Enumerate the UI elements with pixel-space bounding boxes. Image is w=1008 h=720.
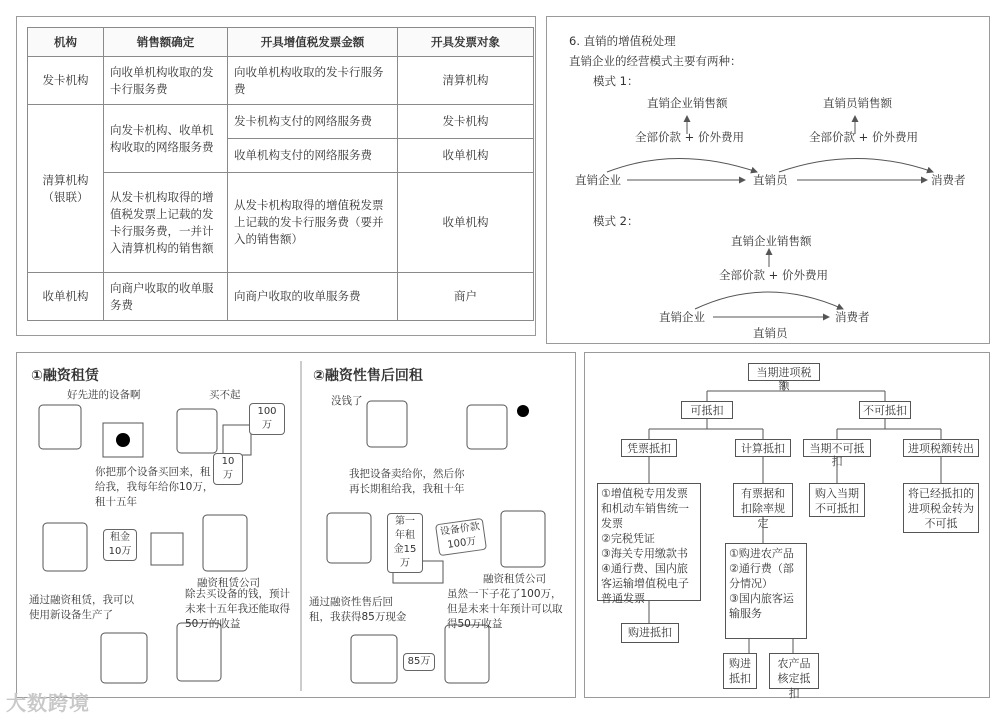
input-tax-tree-panel [584, 352, 990, 698]
rent-tag: 租金10万 [103, 529, 137, 561]
sale-leaseback-title: ②融资性售后回租 [313, 368, 423, 384]
table-cell: 向商户收取的收单服务费 [104, 273, 228, 321]
tree-non-deductible: 不可抵扣 [859, 401, 911, 419]
tree-transfer-out: 进项税额转出 [903, 439, 979, 457]
table-cell: 清算机构 [398, 57, 534, 105]
rent-tag: 第一年租金15万 [387, 513, 423, 573]
watermark-logo: 大数跨境 [6, 691, 90, 715]
mode1-node-company: 直销企业 [575, 173, 621, 187]
table-cell: 清算机构（银联） [28, 105, 104, 273]
tree-calc-list: ①购进农产品 ②通行费（部分情况） ③国内旅客运输服务 [725, 543, 807, 639]
tree-current-non: 当期不可抵扣 [803, 439, 871, 457]
table-row [28, 273, 534, 321]
table-row [28, 105, 534, 139]
leasing-comic-panel [16, 352, 576, 698]
table-cell: 发卡机构支付的网络服务费 [228, 105, 398, 139]
comic-speech: 通过融资性售后回租，我获得85万现金 [309, 596, 407, 623]
table-row [28, 57, 534, 105]
mode2-label: 模式 2： [593, 214, 639, 228]
price-tag: 10万 [213, 453, 243, 485]
tree-invoice-list: ①增值税专用发票和机动车销售统一发票 ②完税凭证 ③海关专用缴款书 ④通行费、国内旅客运输增值税电子普通发票 [597, 483, 701, 601]
mode2-node-company: 直销企业 [659, 310, 705, 324]
table-cell: 向发卡机构、收单机构收取的网络服务费 [104, 105, 228, 173]
table-cell: 收单机构 [28, 273, 104, 321]
comic-drawings [17, 353, 577, 699]
mode2-fee: 全部价款 + 价外费用 [719, 268, 828, 282]
table-cell: 收单机构 [398, 173, 534, 273]
company-label: 融资租赁公司 [197, 577, 260, 589]
direct-sales-panel [546, 16, 990, 344]
table-header: 开具增值税发票金额 [228, 28, 398, 57]
price-tag: 100万 [249, 403, 285, 435]
tree-by-calc: 计算抵扣 [735, 439, 791, 457]
comic-speech: 除去买设备的钱，预计未来十五年我还能取得50万的收益 [185, 588, 290, 630]
table-cell: 商户 [398, 273, 534, 321]
comic-speech: 通过融资租赁，我可以使用新设备生产了 [29, 594, 134, 621]
table-cell: 收单机构支付的网络服务费 [228, 139, 398, 173]
mode1-fee-right: 全部价款 + 价外费用 [809, 130, 918, 144]
table-cell: 向收单机构收取的发卡行服务费 [228, 57, 398, 105]
finance-lease-title: ①融资租赁 [31, 368, 99, 384]
tree-by-invoice: 凭票抵扣 [621, 439, 677, 457]
mode1-company-sales: 直销企业销售额 [647, 96, 728, 110]
tree-agri-leaf: 农产品核定抵扣 [769, 653, 819, 689]
table-header: 机构 [28, 28, 104, 57]
price-tag: 设备价款100万 [435, 518, 487, 556]
mode2-company-sales: 直销企业销售额 [731, 234, 812, 248]
tree-purchase-leaf: 购进抵扣 [723, 653, 757, 689]
cash-tag: 85万 [403, 653, 435, 671]
tree-deductible: 可抵扣 [681, 401, 733, 419]
table-cell: 从发卡机构取得的增值税发票上记载的发卡行服务费，一并计入清算机构的销售额 [104, 173, 228, 273]
table-header: 销售额确定 [104, 28, 228, 57]
mode1-seller-sales: 直销员销售额 [823, 96, 892, 110]
mode2-node-consumer: 消费者 [835, 310, 870, 324]
mode1-node-seller: 直销员 [753, 173, 788, 187]
comic-speech: 好先进的设备啊 [67, 389, 141, 401]
mode2-node-seller: 直销员 [753, 326, 788, 340]
table-cell: 从发卡机构取得的增值税发票上记载的发卡行服务费（要并入的销售额） [228, 173, 398, 273]
table-cell: 向收单机构收取的发卡行服务费 [104, 57, 228, 105]
vat-card-table [27, 27, 534, 321]
table-row [28, 173, 534, 273]
comic-speech: 我把设备卖给你，然后你再长期租给我，我租十年 [349, 468, 465, 495]
table-cell: 收单机构 [398, 139, 534, 173]
tree-root: 当期进项税额 [748, 363, 820, 381]
mode1-node-consumer: 消费者 [931, 173, 966, 187]
comic-speech: 没钱了 [331, 395, 363, 407]
tree-calc-rule: 有票据和扣除率规定 [733, 483, 793, 517]
company-label: 融资租赁公司 [483, 573, 546, 585]
table-cell: 向商户收取的收单服务费 [228, 273, 398, 321]
tree-current-non-detail: 购入当期不可抵扣 [809, 483, 865, 517]
comic-speech: 虽然一下子花了100万，但是未来十年预计可以取得50万收益 [447, 588, 563, 630]
tree-transfer-detail: 将已经抵扣的进项税金转为不可抵 [903, 483, 979, 533]
vat-card-table-panel [16, 16, 536, 336]
mode1-label: 模式 1： [593, 74, 639, 88]
direct-sales-title: 6. 直销的增值税处理 [569, 34, 676, 48]
comic-speech: 买不起 [209, 389, 241, 401]
table-cell: 发卡机构 [398, 105, 534, 139]
mode1-fee-left: 全部价款 + 价外费用 [635, 130, 744, 144]
table-header: 开具发票对象 [398, 28, 534, 57]
table-cell: 发卡机构 [28, 57, 104, 105]
comic-speech: 你把那个设备买回来，租给我，我每年给你10万，租十五年 [95, 466, 214, 508]
direct-sales-intro: 直销企业的经营模式主要有两种： [569, 54, 742, 68]
table-header-row [28, 28, 534, 57]
tree-invoice-leaf: 购进抵扣 [621, 623, 679, 643]
